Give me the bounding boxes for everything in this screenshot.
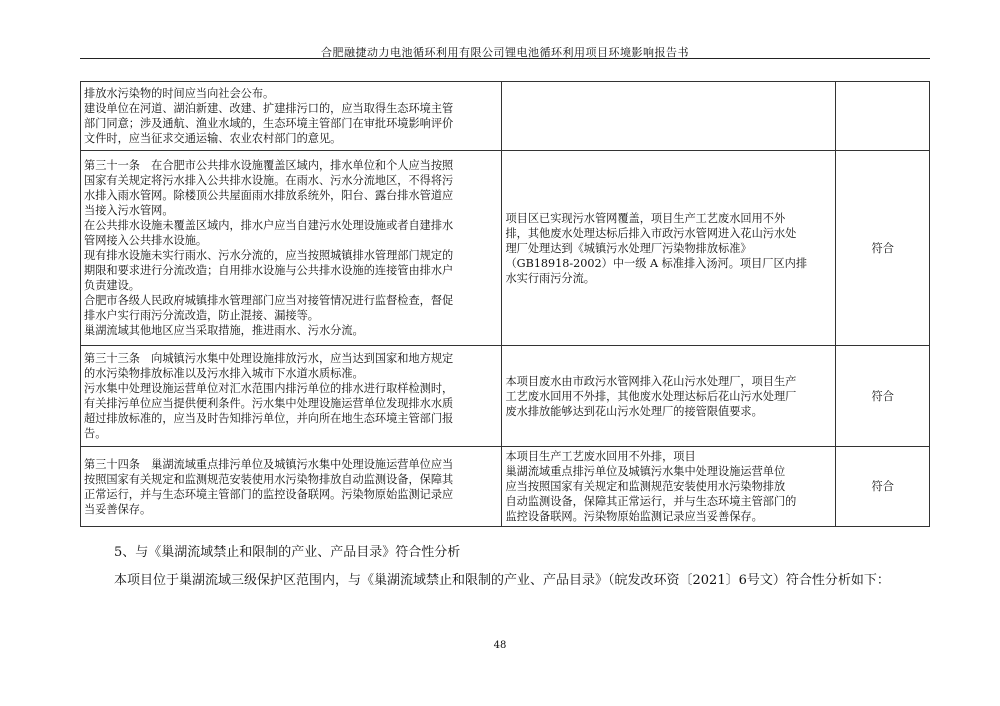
- analysis-line: 项目区已实现污水管网覆盖，项目生产工艺废水回用不外: [505, 211, 786, 225]
- page-number: 48: [493, 640, 507, 651]
- regulation-line: 第三十三条 向城镇污水集中处理设施排放污水，应当达到国家和地方规定: [84, 352, 454, 365]
- section-title: 5、与《巢湖流域禁止和限制的产业、产品目录》符合性分析: [114, 545, 461, 560]
- analysis-line: 监控设备联网。污染物原始监测记录应当妥善保存。: [505, 510, 763, 523]
- regulation-line: 建设单位在河道、湖泊新建、改建、扩建排污口的，应当取得生态环境主管: [84, 102, 454, 115]
- regulation-line: 当接入污水管网。: [84, 204, 174, 217]
- analysis-line: 水实行雨污分流。: [505, 271, 595, 285]
- regulation-line: 正常运行，并与生态环境主管部门的监控设备联网。污染物原始监测记录应: [84, 487, 454, 501]
- analysis-cell: [502, 82, 836, 151]
- regulation-cell: [81, 151, 502, 346]
- analysis-line: 本项目生产工艺废水回用不外排，项目: [505, 450, 696, 463]
- analysis-line: 本项目废水由市政污水管网排入花山污水处理厂，项目生产: [505, 374, 797, 388]
- analysis-line: 废水排放能够达到花山污水处理厂的接管限值要求。: [505, 404, 763, 418]
- regulation-line: 第三十一条 在合肥市公共排水设施覆盖区域内，排水单位和个人应当按照: [84, 159, 454, 172]
- regulation-line: 期限和要求进行分流改造；自用排水设施与公共排水设施的连接管由排水户: [84, 264, 454, 277]
- regulation-line: 当妥善保存。: [84, 502, 152, 516]
- table-row: [81, 82, 930, 151]
- section-paragraph: 本项目位于巢湖流域三级保护区范围内，与《巢湖流域禁止和限制的产业、产品目录》（皖发改环资〔2021〕6号文）符合性分析如下：: [114, 573, 890, 588]
- analysis-line: 巢湖流域重点排污单位及城镇污水集中处理设施运营单位: [505, 465, 786, 478]
- analysis-line: 工艺废水回用不外排，其他废水处理达标后花山污水处理厂: [505, 389, 797, 403]
- header-rule: [80, 58, 930, 59]
- analysis-line: 自动监测设备，保障其正常运行，并与生态环境主管部门的: [505, 495, 797, 508]
- analysis-cell: [502, 346, 836, 447]
- conclusion-cell: 符合: [836, 151, 930, 346]
- conclusion-cell: 符合: [836, 346, 930, 447]
- compliance-table: [80, 81, 930, 527]
- regulation-line: 污水集中处理设施运营单位对汇水范围内排污单位的排水进行取样检测时，: [84, 382, 454, 395]
- regulation-line: 在公共排水设施未覆盖区域内，排水户应当自建污水处理设施或者自建排水: [84, 219, 454, 232]
- regulation-line: 排水户实行雨污分流改造，防止混接、漏接等。: [84, 309, 319, 322]
- analysis-cell: [502, 447, 836, 527]
- running-header: 合肥融捷动力电池循环利用有限公司锂电池循环利用项目环境影响报告书: [321, 46, 689, 59]
- analysis-line: （GB18918-2002）中一级 A 标准排入汤河。项目厂区内排: [505, 256, 808, 270]
- regulation-line: 水排入雨水管网。除楼顶公共屋面雨水排放系统外，阳台、露台排水管道应: [84, 189, 454, 202]
- regulation-line: 文件时，应当征求交通运输、农业农村部门的意见。: [84, 132, 342, 145]
- regulation-line: 有关排污单位应当提供便利条件。污水集中处理设施运营单位发现排水水质: [84, 397, 454, 410]
- analysis-line: 排，其他废水处理达标后排入市政污水管网进入花山污水处: [505, 226, 797, 240]
- analysis-line: 应当按照国家有关规定和监测规范安装使用水污染物排放: [505, 480, 786, 493]
- regulation-line: 告。: [84, 427, 107, 440]
- regulation-line: 巢湖流域其他地区应当采取措施，推进雨水、污水分流。: [84, 324, 364, 337]
- analysis-cell: [502, 151, 836, 346]
- analysis-line: 理厂处理达到《城镇污水处理厂污染物排放标准》: [505, 241, 752, 255]
- regulation-cell: [81, 346, 502, 447]
- regulation-cell: [81, 82, 502, 151]
- conclusion-cell: [836, 82, 930, 151]
- regulation-line: 国家有关规定将污水排入公共排水设施。在雨水、污水分流地区，不得将污: [84, 174, 454, 187]
- regulation-line: 部门同意；涉及通航、渔业水域的，生态环境主管部门在审批环境影响评价: [84, 117, 454, 130]
- regulation-line: 负责建设。: [84, 279, 140, 292]
- table-row: [81, 151, 930, 346]
- regulation-line: 管网接入公共排水设施。: [84, 234, 208, 247]
- regulation-line: 超过排放标准的，应当及时告知排污单位，并向所在地生态环境主管部门报: [84, 412, 454, 425]
- table-row: [81, 346, 930, 447]
- conclusion-cell: 符合: [836, 447, 930, 527]
- regulation-line: 的水污染物排放标准以及污水排入城市下水道水质标准。: [84, 367, 364, 380]
- regulation-line: 现有排水设施未实行雨水、污水分流的，应当按照城镇排水管理部门规定的: [84, 249, 454, 262]
- regulation-line: 按照国家有关规定和监测规范安装使用水污染物排放自动监测设备，保障其: [84, 472, 454, 486]
- table-row: [81, 447, 930, 527]
- regulation-line: 排放水污染物的时间应当向社会公布。: [84, 87, 275, 100]
- regulation-line: 合肥市各级人民政府城镇排水管理部门应当对接管情况进行监督检查，督促: [84, 294, 454, 307]
- regulation-cell: [81, 447, 502, 527]
- regulation-line: 第三十四条 巢湖流域重点排污单位及城镇污水集中处理设施运营单位应当: [84, 457, 454, 471]
